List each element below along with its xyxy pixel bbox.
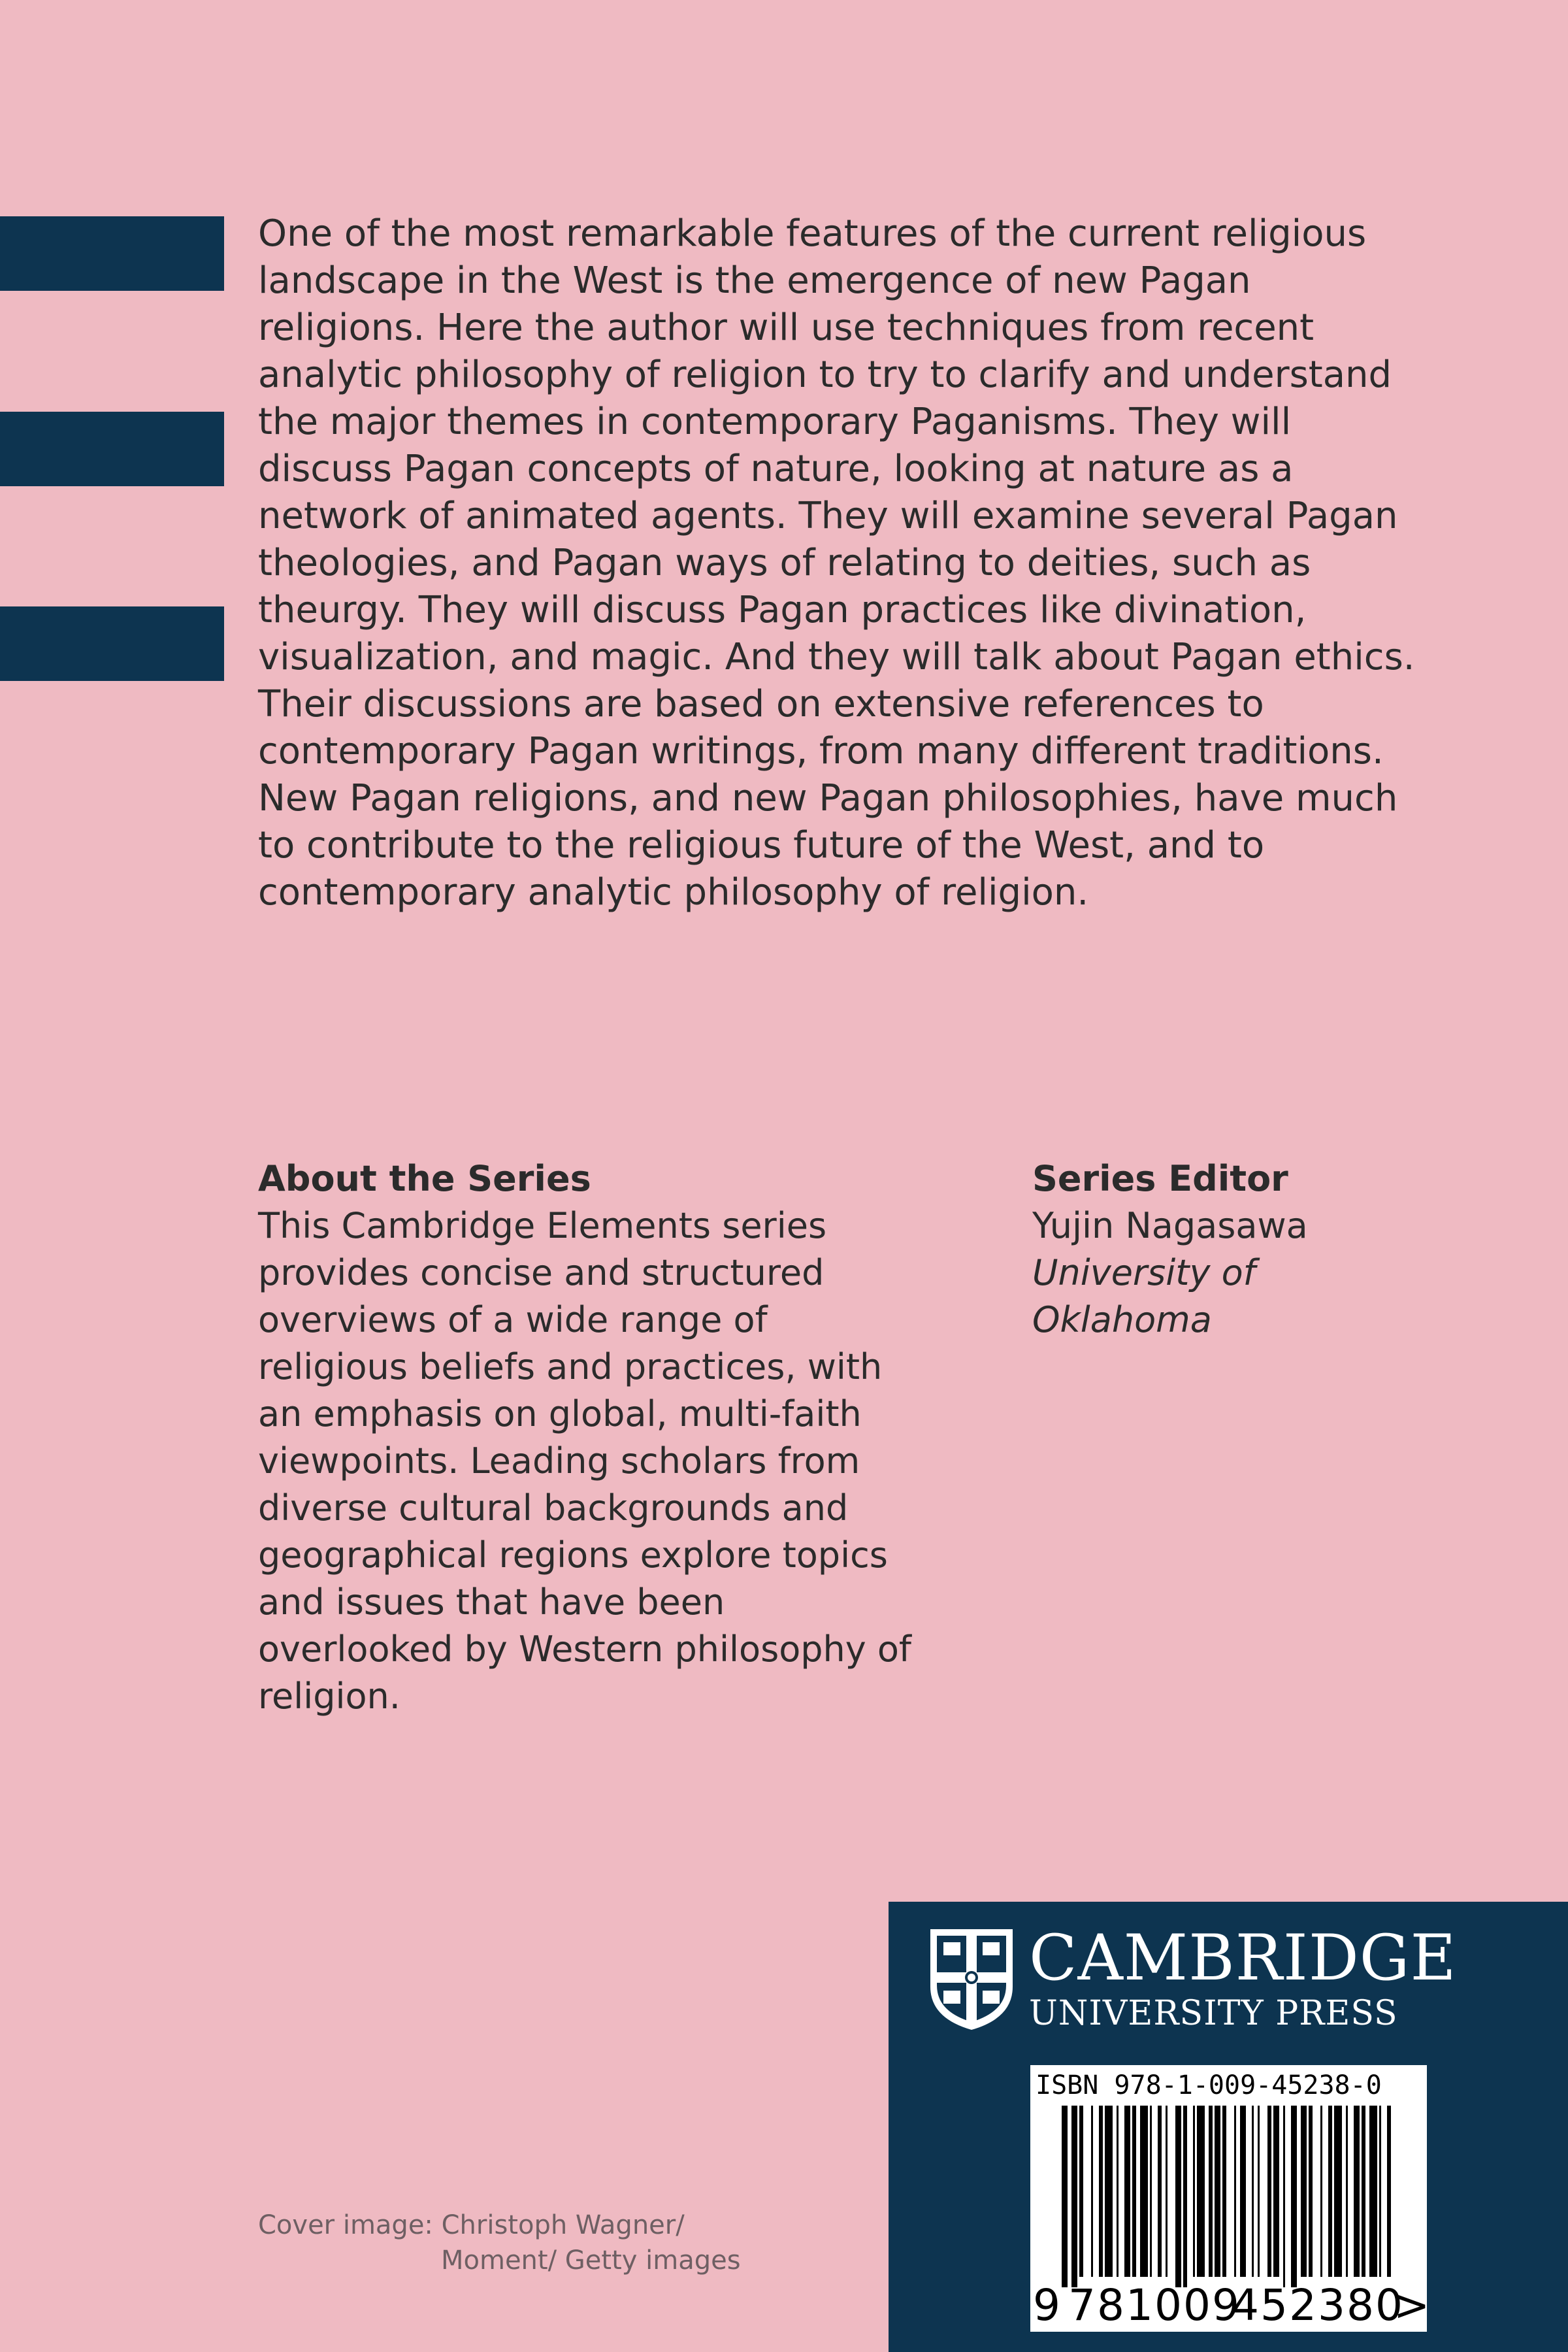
barcode-bar [1309, 2106, 1313, 2277]
barcode-bar [1150, 2106, 1152, 2277]
barcode-bar [1175, 2106, 1181, 2287]
barcode-arrow: > [1394, 2280, 1430, 2330]
barcode-bar [1071, 2106, 1077, 2287]
series-editor-name: Yujin Nagasawa [1032, 1205, 1308, 1246]
cambridge-crest-icon [928, 1927, 1015, 2032]
barcode-bar [1222, 2106, 1226, 2277]
barcode-left-digits: 781009 [1068, 2280, 1241, 2330]
publisher-subname: UNIVERSITY PRESS [1029, 1994, 1398, 2033]
book-description: One of the most remarkable features of the current religious landscape in the West is the emergence of new Pagan religions. Here the author will use techniques from recent analytic philosophy of religion to try to clarify and understand the major themes in contemporary Paganisms. They will discuss Pagan concepts of nature, looking at nature as a network of animated agents. They will examine several Pagan theologies, and Pagan ways of relating to deities, such as theurgy. They will discuss Pagan practices like divination, visualization, and magic. And they will talk about Pagan ethics. Their discussions are based on extensive references to contemporary Pagan writings, from many different traditions. New Pagan religions, and new Pagan philosophies, have much to contribute to the religious future of the West, and to contemporary analytic philosophy of religion. [258, 212, 1415, 914]
barcode-bar [1062, 2106, 1068, 2287]
barcode-bar [1124, 2106, 1130, 2277]
barcode-bars [1062, 2106, 1395, 2287]
publisher-panel [889, 1902, 1568, 2352]
barcode-digits [1033, 2280, 1430, 2330]
cover-image-credit [258, 2208, 846, 2278]
barcode-bar [1258, 2106, 1260, 2277]
barcode-bar [1346, 2106, 1348, 2277]
barcode-bar [1369, 2106, 1377, 2277]
barcode-bar [1158, 2106, 1162, 2277]
decorative-bar [0, 216, 224, 291]
isbn-label: ISBN 978-1-009-45238-0 [1036, 2070, 1382, 2100]
barcode-bar [1387, 2106, 1391, 2277]
barcode-bar [1183, 2106, 1187, 2287]
barcode-bar [1240, 2106, 1246, 2277]
barcode-bar [1354, 2106, 1360, 2277]
barcode-bar [1099, 2106, 1103, 2277]
barcode-bar [1362, 2106, 1365, 2277]
barcode-bar [1320, 2106, 1322, 2277]
about-series-heading: About the Series [258, 1158, 591, 1199]
series-editor-affiliation: University of Oklahoma [1032, 1252, 1256, 1340]
barcode-bar [1291, 2106, 1297, 2287]
barcode-bar [1166, 2106, 1168, 2277]
barcode-bar [1117, 2106, 1119, 2277]
barcode-bar [1301, 2106, 1307, 2277]
barcode-right-digits: 452380 [1232, 2280, 1404, 2330]
credit-line-1: Cover image: Christoph Wagner/ [258, 2210, 685, 2240]
barcode-bar [1079, 2106, 1083, 2277]
about-series-text: This Cambridge Elements series provides concise and structured overviews of a wide range of religious beliefs and practices, with an emphasis on global, multi-faith viewpoints. Leading scholars from diverse cultural backgrounds and geographical regions explore topics and issues that have been overlooked by Western philosophy of religion. [258, 1205, 911, 1717]
barcode-first-digit: 9 [1033, 2280, 1060, 2330]
series-editor-heading: Series Editor [1032, 1158, 1288, 1199]
barcode-bar [1283, 2106, 1285, 2287]
barcode-bar [1267, 2106, 1271, 2277]
barcode-bar [1209, 2106, 1213, 2277]
barcode-bar [1105, 2106, 1113, 2277]
barcode-bar [1328, 2106, 1332, 2277]
barcode-bar [1193, 2106, 1195, 2277]
isbn-barcode [1030, 2065, 1430, 2332]
barcode-bar [1273, 2106, 1279, 2277]
barcode-bar [1379, 2106, 1381, 2277]
barcode-bar [1234, 2106, 1236, 2277]
barcode-bar [1215, 2106, 1220, 2277]
decorative-bar [0, 412, 224, 486]
barcode-bar [1132, 2106, 1136, 2277]
publisher-wordmark [1029, 1921, 1552, 2034]
series-editor-section [1032, 1155, 1437, 1344]
barcode-bar [1197, 2106, 1205, 2277]
credit-line-2: Moment/ Getty images [441, 2245, 741, 2276]
decorative-bar [0, 606, 224, 681]
about-series-section [258, 1155, 918, 1720]
publisher-name: CAMBRIDGE [1029, 1921, 1457, 1995]
barcode-bar [1334, 2106, 1342, 2277]
barcode-bar [1140, 2106, 1148, 2277]
barcode-bar [1091, 2106, 1093, 2277]
barcode-bar [1252, 2106, 1254, 2277]
